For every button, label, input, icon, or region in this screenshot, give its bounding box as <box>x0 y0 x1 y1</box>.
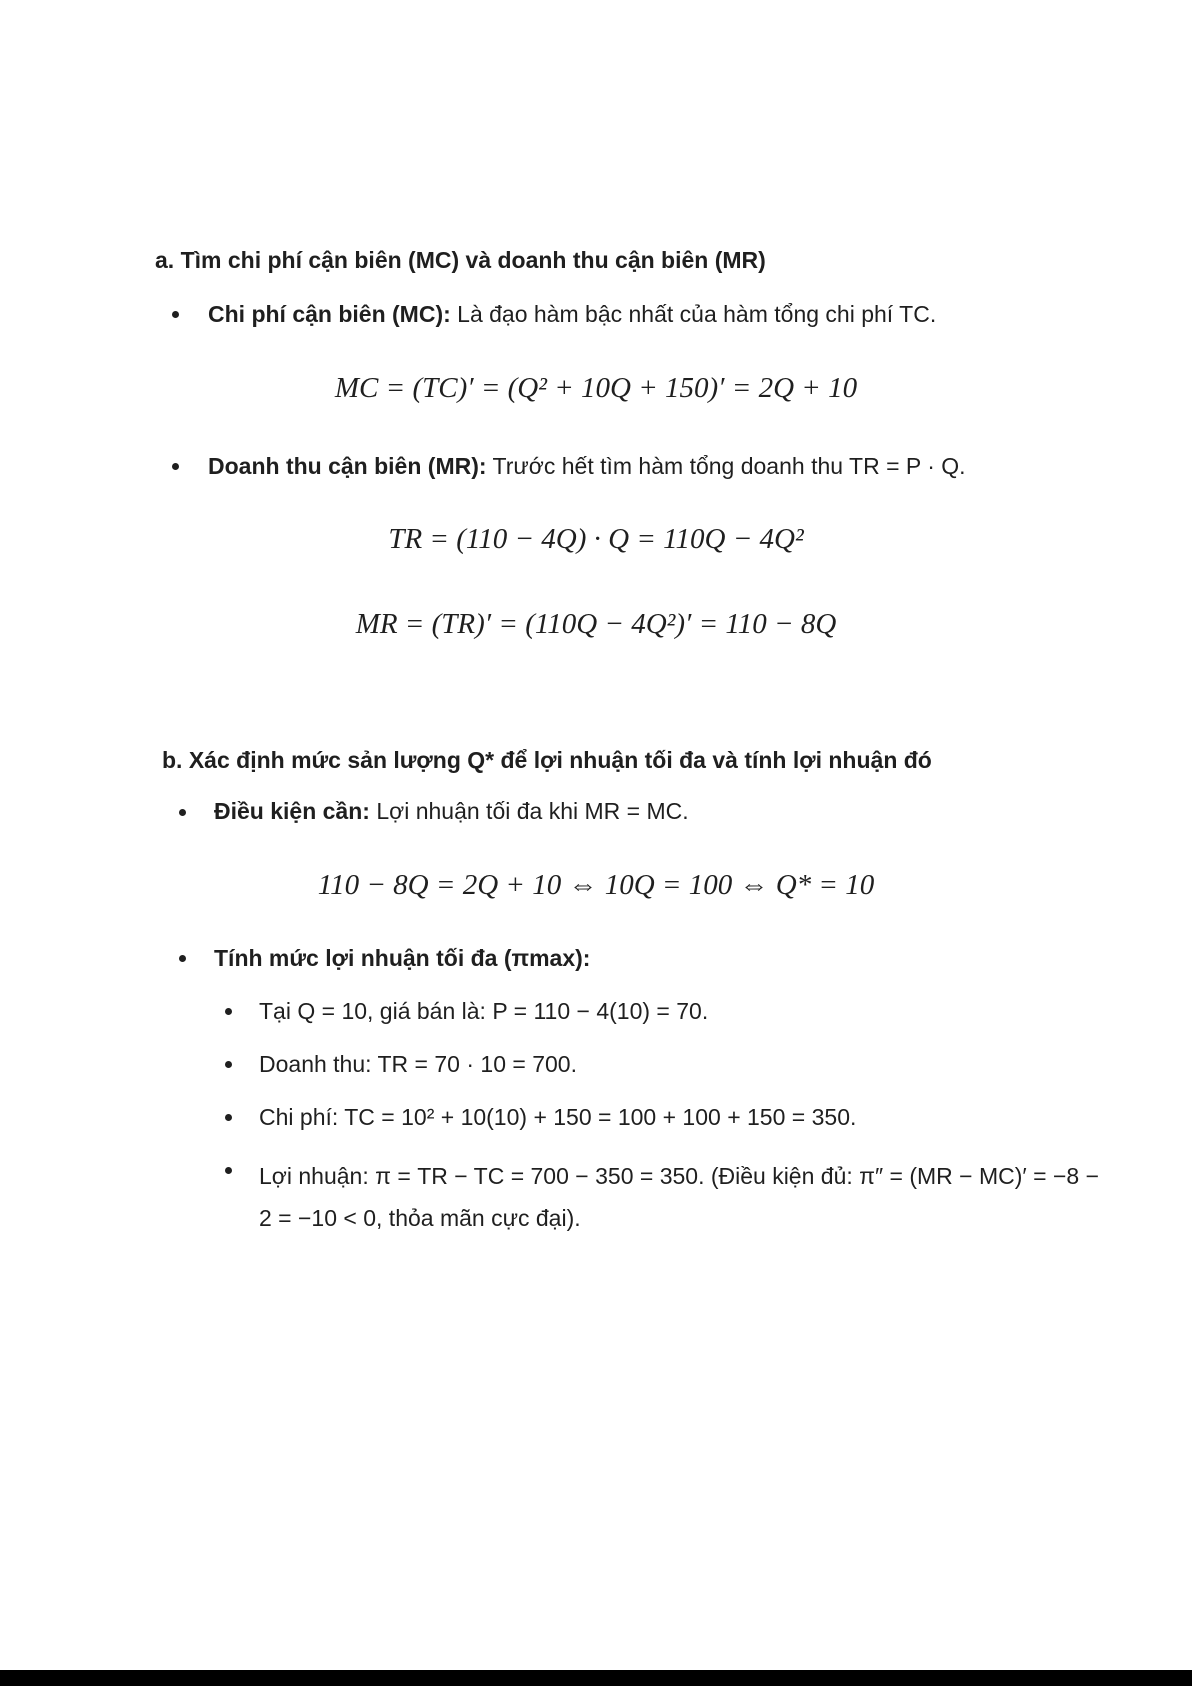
mc-equation: MC = (TC)′ = (Q² + 10Q + 150)′ = 2Q + 10 <box>334 372 858 404</box>
section-a-heading <box>155 245 766 275</box>
sub-item-price: Tại Q = 10, giá bán là: P = 110 − 4(10) = 70. <box>259 998 709 1024</box>
mr-label: Doanh thu cận biên (MR): <box>208 453 487 479</box>
sub-item-cost: Chi phí: TC = 10² + 10(10) + 150 = 100 + 100 + 150 = 350. <box>259 1104 857 1130</box>
section-a-heading-text: a. Tìm chi phí cận biên (MC) và doanh thu cận biên (MR) <box>155 247 766 273</box>
mc-text: Là đạo hàm bậc nhất của hàm tổng chi phí TC. <box>457 301 937 327</box>
mr-equation: MR = (TR)′ = (110Q − 4Q²)′ = 110 − 8Q <box>355 608 837 640</box>
tr-equation: TR = (110 − 4Q) · Q = 110Q − 4Q² <box>388 523 804 555</box>
bullet-dot <box>179 955 186 962</box>
sub-item-revenue: Doanh thu: TR = 70 · 10 = 700. <box>259 1051 577 1077</box>
bullet-dot <box>225 1114 232 1121</box>
mc-label: Chi phí cận biên (MC): <box>208 301 451 327</box>
bullet-dot <box>225 1061 232 1068</box>
condition-label: Điều kiện cần: <box>214 798 370 824</box>
bullet-dot <box>179 809 186 816</box>
section-b-heading <box>162 745 932 775</box>
mr-text: Trước hết tìm hàm tổng doanh thu TR = P · Q. <box>492 453 966 479</box>
profit-bullet <box>214 943 590 973</box>
bullet-dot <box>225 1167 232 1174</box>
section-b-heading-text: b. Xác định mức sản lượng Q* để lợi nhuận tối đa và tính lợi nhuận đó <box>162 747 932 773</box>
bullet-dot <box>172 311 179 318</box>
mc-bullet <box>208 299 936 329</box>
condition-bullet <box>214 796 689 826</box>
sub-item-profit: Lợi nhuận: π = TR − TC = 700 − 350 = 350. (Điều kiện đủ: π″ = (MR − MC)′ = −8 − 2 = −10 < 0, thỏa mãn cực đại). <box>259 1163 1100 1231</box>
mr-bullet <box>208 451 966 481</box>
bottom-bar <box>0 1670 1192 1686</box>
condition-text: Lợi nhuận tối đa khi MR = MC. <box>376 798 689 824</box>
profit-label: Tính mức lợi nhuận tối đa (πmax): <box>214 945 591 971</box>
condition-equation: 110 − 8Q = 2Q + 10 ⇔ 10Q = 100 ⇔ Q* = 10 <box>317 869 875 901</box>
bullet-dot <box>172 463 179 470</box>
bullet-dot <box>225 1008 232 1015</box>
